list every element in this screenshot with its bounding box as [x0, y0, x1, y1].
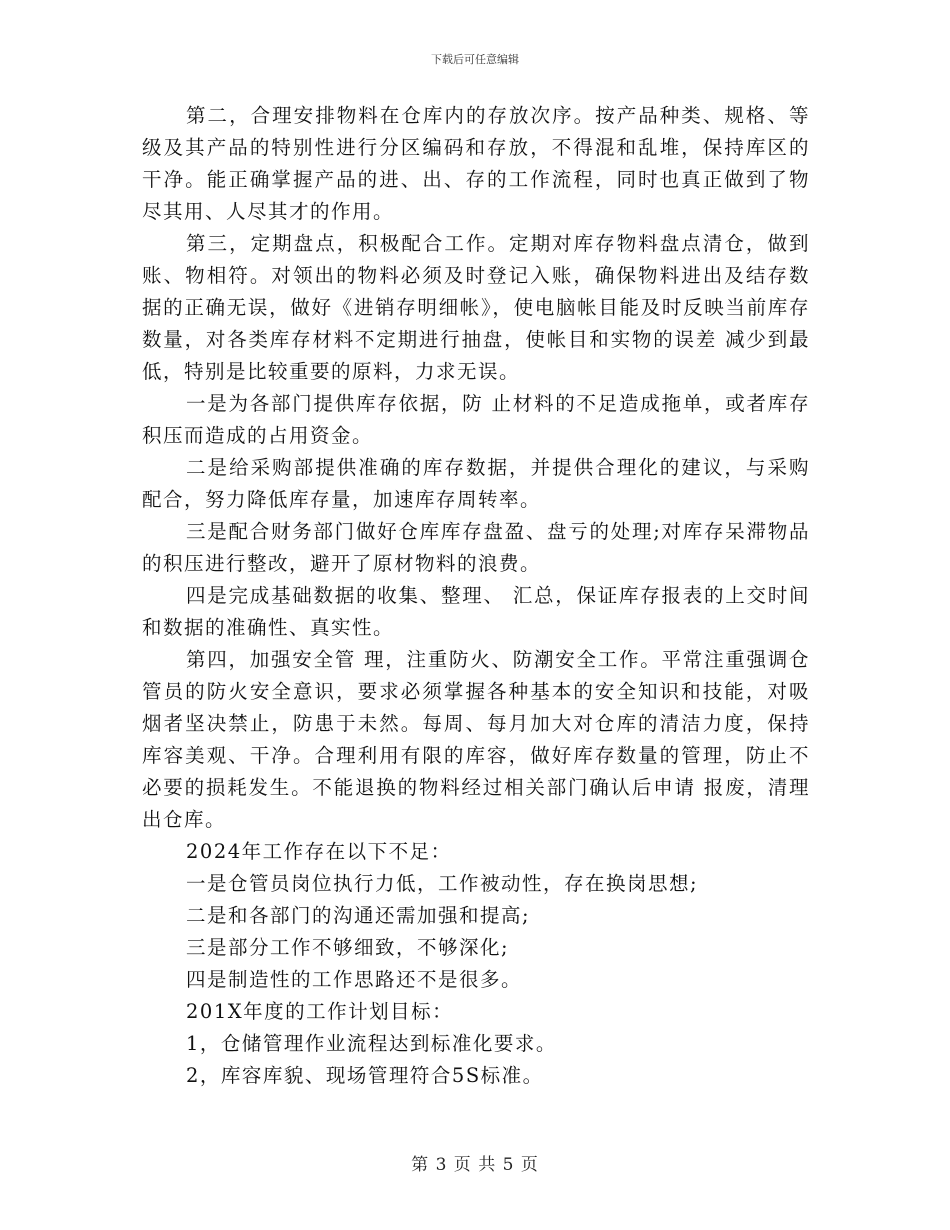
paragraph-shortcomings-heading: 2024年工作存在以下不足：: [186, 840, 452, 863]
paragraph-storage-order: 第二，合理安排物料在仓库内的存放次序。按产品种类、规格、等级及其产品的特别性进行分区编码和存放，不得混和乱堆，保持库区的干净。能正确掌握产品的进、出、存的工作流程，同时也真正做到了物尽其用、人尽其才的作用。: [142, 104, 810, 223]
paragraph-plan-one: 1，仓储管理作业流程达到标准化要求。: [186, 1032, 557, 1055]
paragraph-shortcoming-two: 二是和各部门的沟通还需加强和提高;: [186, 904, 531, 927]
paragraph-shortcoming-four: 四是制造性的工作思路还不是很多。: [186, 968, 523, 991]
paragraph-shortcoming-three: 三是部分工作不够细致，不够深化;: [186, 936, 510, 959]
document-body: [142, 100, 810, 1092]
paragraph-inventory-check: 第三，定期盘点，积极配合工作。定期对库存物料盘点清仓，做到账、物相符。对领出的物料必须及时登记入账，确保物料进出及结存数据的正确无误，做好《进销存明细帐》，使电脑帐目能及时反映当前库存数量，对各类库存材料不定期进行抽盘，使帐目和实物的误差 减少到最低，特别是比较重要的原料，力求无误。: [142, 232, 810, 383]
page-number-footer: 第 3 页 共 5 页: [411, 1155, 539, 1175]
paragraph-point-four: 四是完成基础数据的收集、整理、 汇总，保证库存报表的上交时间和数据的准确性、真实性。: [142, 584, 810, 639]
paragraph-point-three: 三是配合财务部门做好仓库库存盘盈、盘亏的处理;对库存呆滞物品的积压进行整改，避开了原材物料的浪费。: [142, 520, 810, 575]
paragraph-plan-heading: 201X年度的工作计划目标：: [186, 1000, 454, 1023]
paragraph-plan-two: 2，库容库貌、现场管理符合5S标准。: [186, 1064, 544, 1087]
paragraph-safety: 第四，加强安全管 理，注重防火、防潮安全工作。平常注重强调仓管员的防火安全意识，要求必须掌握各种基本的安全知识和技能，对吸烟者坚决禁止，防患于未然。每周、每月加大对仓库的清洁力度，保持库容美观、干净。合理利用有限的库容，做好库存数量的管理，防止不必要的损耗发生。不能退换的物料经过相关部门确认后申请 报废，清理出仓库。: [142, 648, 810, 831]
paragraph-point-two: 二是给采购部提供准确的库存数据，并提供合理化的建议，与采购配合，努力降低库存量，加速库存周转率。: [142, 456, 810, 511]
paragraph-point-one: 一是为各部门提供库存依据，防 止材料的不足造成拖单，或者库存积压而造成的占用资金。: [142, 392, 810, 447]
page-header: 下载后可任意编辑: [431, 53, 519, 66]
paragraph-shortcoming-one: 一是仓管员岗位执行力低，工作被动性，存在换岗思想;: [186, 872, 699, 895]
